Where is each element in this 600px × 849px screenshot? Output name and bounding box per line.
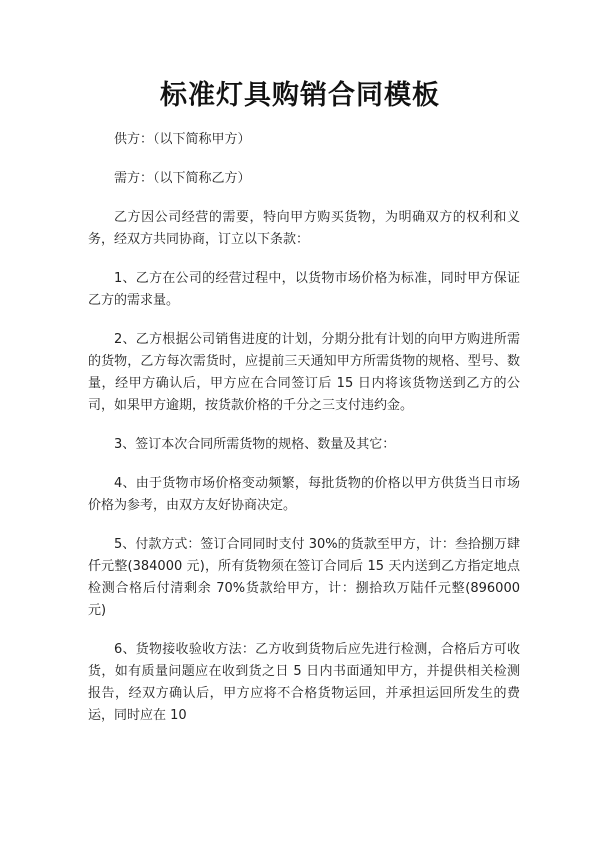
paragraph-intro: 乙方因公司经营的需要，特向甲方购买货物，为明确双方的权利和义务，经双方共同协商，订立以下条款： <box>88 210 520 247</box>
clause-3: 3、签订本次合同所需货物的规格、数量及其它： <box>114 437 396 452</box>
clause-6: 6、货物接收验收方法：乙方收到货物后应先进行检测，合格后方可收货，如有质量问题应在收到货之日 5 日内书面通知甲方，并提供相关检测报告，经双方确认后，甲方应将不合格货物运回，并承担运回所发生的费运，同时应在 10 <box>88 642 520 723</box>
paragraph-buyer: 需方：（以下简称乙方） <box>114 171 251 186</box>
clause-2: 2、乙方根据公司销售进度的计划，分期分批有计划的向甲方购进所需的货物，乙方每次需货时，应提前三天通知甲方所需货物的规格、型号、数量，经甲方确认后，甲方应在合同签订后 15 日内将该货物送到乙方的公司，如果甲方逾期，按货款价格的千分之三支付违约金。 <box>88 332 520 413</box>
clause-5: 5、付款方式：签订合同同时支付 30%的货款至甲方，计：叁拾捌万肆仟元整(384000 元)，所有货物须在签订合同后 15 天内送到乙方指定地点检测合格后付清剩余 70%货款给甲方，计：捌拾玖万陆仟元整(896000 元) <box>88 537 520 618</box>
document-title: 标准灯具购销合同模板 <box>160 80 440 111</box>
clause-1: 1、乙方在公司的经营过程中，以货物市场价格为标准，同时甲方保证乙方的需求量。 <box>88 271 520 308</box>
clause-4: 4、由于货物市场价格变动频繁，每批货物的价格以甲方供货当日市场价格为参考，由双方友好协商决定。 <box>88 476 520 513</box>
paragraph-supplier: 供方：（以下简称甲方） <box>114 132 251 147</box>
document-body <box>88 129 520 744</box>
